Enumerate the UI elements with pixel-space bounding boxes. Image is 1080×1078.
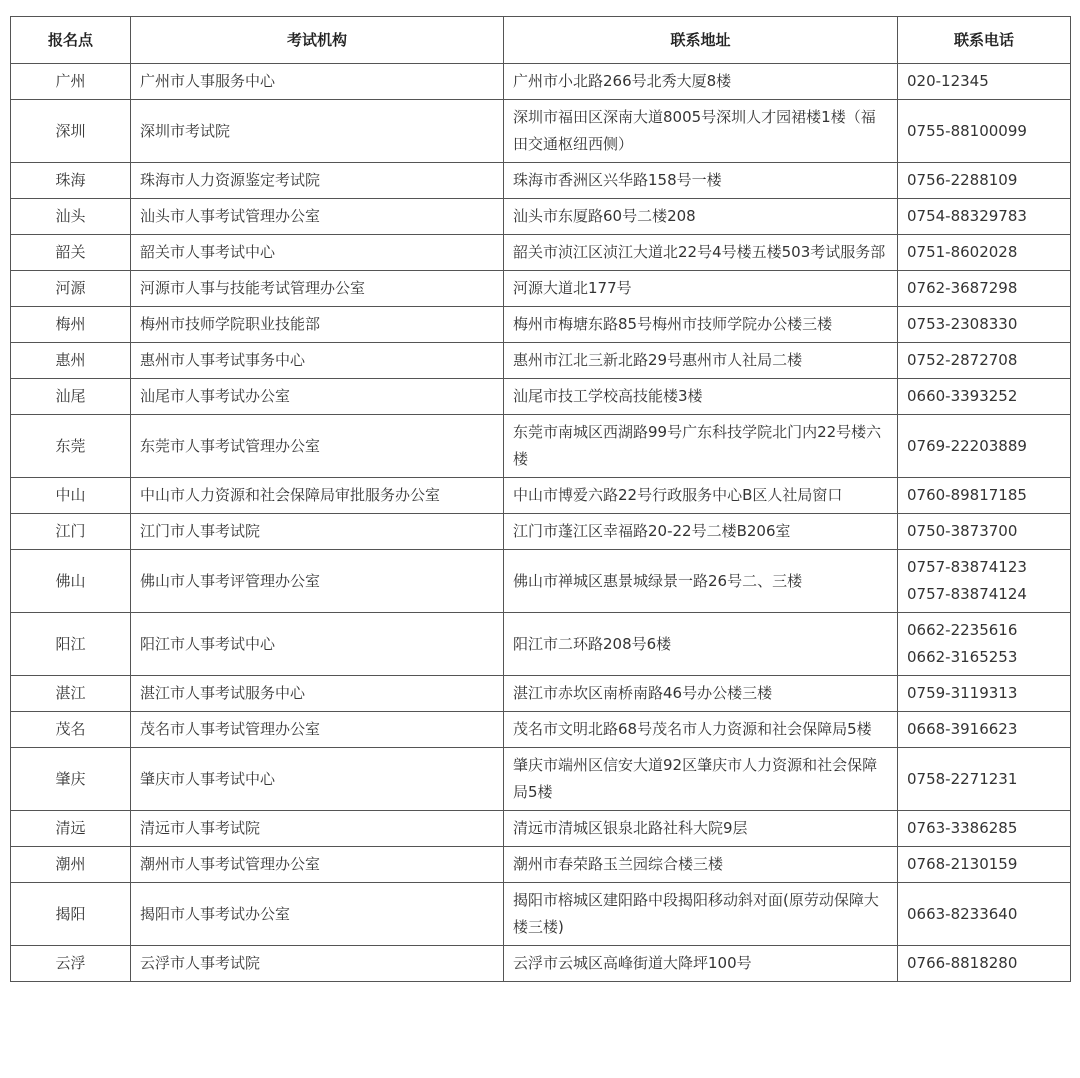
- cell-city: 肇庆: [11, 748, 131, 811]
- table-row: [11, 883, 1071, 946]
- cell-city: 佛山: [11, 550, 131, 613]
- cell-org: 中山市人力资源和社会保障局审批服务办公室: [131, 478, 504, 514]
- exam-contact-table: [10, 16, 1071, 982]
- cell-org: 肇庆市人事考试中心: [131, 748, 504, 811]
- cell-phone: [898, 64, 1071, 100]
- cell-phone: [898, 946, 1071, 982]
- header-address: 联系地址: [504, 17, 898, 64]
- cell-city: 惠州: [11, 343, 131, 379]
- phone-number: 0663-8233640: [907, 904, 1018, 923]
- cell-address: 阳江市二环路208号6楼: [504, 613, 898, 676]
- cell-address: 揭阳市榕城区建阳路中段揭阳移动斜对面(原劳动保障大楼三楼): [504, 883, 898, 946]
- cell-address: 广州市小北路266号北秀大厦8楼: [504, 64, 898, 100]
- cell-address: 梅州市梅塘东路85号梅州市技师学院办公楼三楼: [504, 307, 898, 343]
- cell-phone: [898, 883, 1071, 946]
- phone-number: 0760-89817185: [907, 486, 1027, 504]
- phone-number: 0766-8818280: [907, 954, 1018, 972]
- cell-city: 阳江: [11, 613, 131, 676]
- table-row: [11, 514, 1071, 550]
- cell-phone: [898, 748, 1071, 811]
- table-row: [11, 676, 1071, 712]
- cell-org: 汕头市人事考试管理办公室: [131, 199, 504, 235]
- cell-org: 云浮市人事考试院: [131, 946, 504, 982]
- cell-city: 汕头: [11, 199, 131, 235]
- header-phone: 联系电话: [898, 17, 1071, 64]
- cell-org: 茂名市人事考试管理办公室: [131, 712, 504, 748]
- cell-city: 梅州: [11, 307, 131, 343]
- cell-city: 汕尾: [11, 379, 131, 415]
- cell-org: 湛江市人事考试服务中心: [131, 676, 504, 712]
- header-org: 考试机构: [131, 17, 504, 64]
- cell-phone: [898, 100, 1071, 163]
- table-row: [11, 712, 1071, 748]
- phone-number: 0660-3393252: [907, 387, 1018, 405]
- cell-org: 潮州市人事考试管理办公室: [131, 847, 504, 883]
- table-row: [11, 100, 1071, 163]
- cell-address: 珠海市香洲区兴华路158号一楼: [504, 163, 898, 199]
- cell-phone: [898, 379, 1071, 415]
- table-row: [11, 64, 1071, 100]
- cell-phone: [898, 343, 1071, 379]
- phone-number: 0758-2271231: [907, 769, 1018, 788]
- phone-number: 0757-83874124: [907, 585, 1027, 603]
- cell-address: 韶关市浈江区浈江大道北22号4号楼五楼503考试服务部: [504, 235, 898, 271]
- cell-address: 汕头市东厦路60号二楼208: [504, 199, 898, 235]
- cell-org: 惠州市人事考试事务中心: [131, 343, 504, 379]
- phone-number: 0753-2308330: [907, 315, 1018, 333]
- cell-phone: [898, 199, 1071, 235]
- table-row: [11, 307, 1071, 343]
- table-row: [11, 343, 1071, 379]
- cell-city: 清远: [11, 811, 131, 847]
- table-row: [11, 748, 1071, 811]
- cell-address: 惠州市江北三新北路29号惠州市人社局二楼: [504, 343, 898, 379]
- cell-phone: [898, 811, 1071, 847]
- cell-org: 佛山市人事考评管理办公室: [131, 550, 504, 613]
- phone-number: 020-12345: [907, 72, 989, 90]
- table-body: [11, 64, 1071, 982]
- cell-city: 珠海: [11, 163, 131, 199]
- cell-phone: [898, 235, 1071, 271]
- cell-address: 佛山市禅城区惠景城绿景一路26号二、三楼: [504, 550, 898, 613]
- phone-number: 0762-3687298: [907, 279, 1018, 297]
- cell-org: 汕尾市人事考试办公室: [131, 379, 504, 415]
- cell-phone: [898, 478, 1071, 514]
- table-row: [11, 847, 1071, 883]
- cell-city: 韶关: [11, 235, 131, 271]
- cell-phone: [898, 676, 1071, 712]
- cell-org: 清远市人事考试院: [131, 811, 504, 847]
- phone-number: 0755-88100099: [907, 121, 1027, 140]
- table-row: [11, 199, 1071, 235]
- cell-city: 河源: [11, 271, 131, 307]
- cell-address: 汕尾市技工学校高技能楼3楼: [504, 379, 898, 415]
- cell-city: 中山: [11, 478, 131, 514]
- phone-number: 0754-88329783: [907, 207, 1027, 225]
- table-row: [11, 235, 1071, 271]
- cell-address: 潮州市春荣路玉兰园综合楼三楼: [504, 847, 898, 883]
- cell-org: 珠海市人力资源鉴定考试院: [131, 163, 504, 199]
- header-city: 报名点: [11, 17, 131, 64]
- cell-address: 清远市清城区银泉北路社科大院9层: [504, 811, 898, 847]
- table-row: [11, 415, 1071, 478]
- cell-address: 江门市蓬江区幸福路20-22号二楼B206室: [504, 514, 898, 550]
- phone-number: 0751-8602028: [907, 243, 1018, 261]
- cell-phone: [898, 163, 1071, 199]
- cell-city: 广州: [11, 64, 131, 100]
- cell-address: 河源大道北177号: [504, 271, 898, 307]
- phone-number: 0759-3119313: [907, 684, 1018, 702]
- cell-city: 茂名: [11, 712, 131, 748]
- table-row: [11, 163, 1071, 199]
- table-row: [11, 379, 1071, 415]
- cell-org: 河源市人事与技能考试管理办公室: [131, 271, 504, 307]
- cell-city: 江门: [11, 514, 131, 550]
- table-row: [11, 550, 1071, 613]
- cell-address: 云浮市云城区高峰街道大降坪100号: [504, 946, 898, 982]
- phone-number: 0662-3165253: [907, 648, 1018, 666]
- phone-number: 0768-2130159: [907, 855, 1018, 873]
- cell-address: 深圳市福田区深南大道8005号深圳人才园裙楼1楼（福田交通枢纽西侧）: [504, 100, 898, 163]
- cell-phone: [898, 847, 1071, 883]
- cell-org: 江门市人事考试院: [131, 514, 504, 550]
- table-header-row: [11, 17, 1071, 64]
- cell-org: 阳江市人事考试中心: [131, 613, 504, 676]
- cell-phone: [898, 307, 1071, 343]
- cell-address: 东莞市南城区西湖路99号广东科技学院北门内22号楼六楼: [504, 415, 898, 478]
- cell-org: 揭阳市人事考试办公室: [131, 883, 504, 946]
- cell-city: 揭阳: [11, 883, 131, 946]
- phone-number: 0750-3873700: [907, 522, 1018, 540]
- cell-address: 中山市博爱六路22号行政服务中心B区人社局窗口: [504, 478, 898, 514]
- cell-address: 肇庆市端州区信安大道92区肇庆市人力资源和社会保障局5楼: [504, 748, 898, 811]
- cell-address: 湛江市赤坎区南桥南路46号办公楼三楼: [504, 676, 898, 712]
- cell-phone: [898, 271, 1071, 307]
- phone-number: 0757-83874123: [907, 558, 1027, 576]
- cell-city: 湛江: [11, 676, 131, 712]
- phone-number: 0668-3916623: [907, 720, 1018, 738]
- table-row: [11, 946, 1071, 982]
- cell-phone: [898, 415, 1071, 478]
- cell-org: 梅州市技师学院职业技能部: [131, 307, 504, 343]
- cell-city: 云浮: [11, 946, 131, 982]
- cell-city: 深圳: [11, 100, 131, 163]
- table-row: [11, 271, 1071, 307]
- cell-phone: [898, 613, 1071, 676]
- phone-number: 0763-3386285: [907, 819, 1018, 837]
- phone-number: 0769-22203889: [907, 436, 1027, 455]
- phone-number: 0752-2872708: [907, 351, 1018, 369]
- table-row: [11, 811, 1071, 847]
- cell-org: 东莞市人事考试管理办公室: [131, 415, 504, 478]
- table-row: [11, 613, 1071, 676]
- cell-org: 广州市人事服务中心: [131, 64, 504, 100]
- cell-phone: [898, 514, 1071, 550]
- cell-phone: [898, 550, 1071, 613]
- cell-city: 潮州: [11, 847, 131, 883]
- phone-number: 0662-2235616: [907, 621, 1018, 639]
- cell-org: 韶关市人事考试中心: [131, 235, 504, 271]
- phone-number: 0756-2288109: [907, 171, 1018, 189]
- cell-org: 深圳市考试院: [131, 100, 504, 163]
- cell-city: 东莞: [11, 415, 131, 478]
- cell-address: 茂名市文明北路68号茂名市人力资源和社会保障局5楼: [504, 712, 898, 748]
- table-row: [11, 478, 1071, 514]
- cell-phone: [898, 712, 1071, 748]
